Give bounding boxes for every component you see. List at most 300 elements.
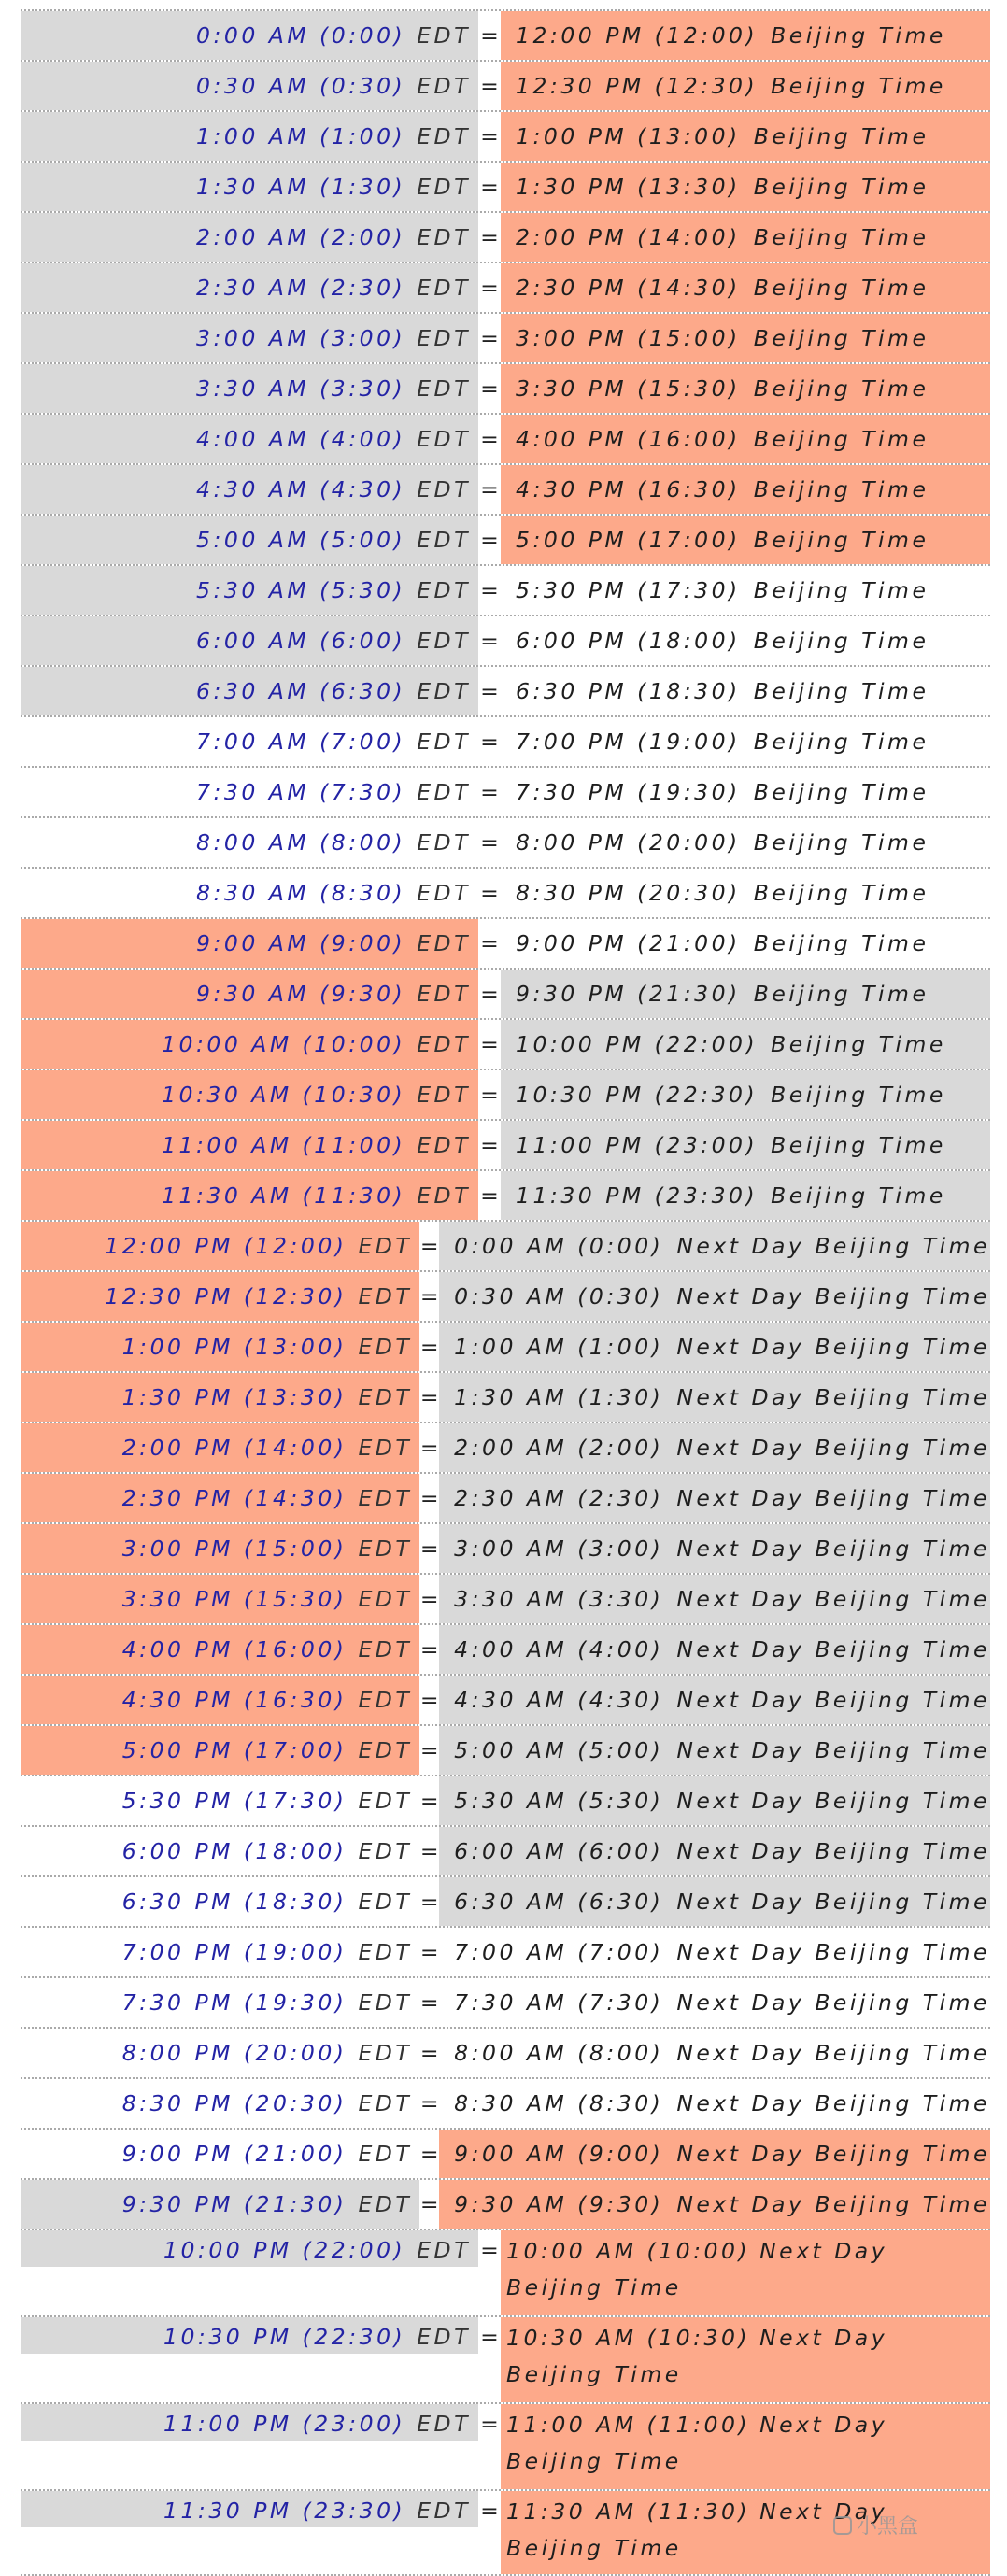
equals-sign: = (419, 1233, 439, 1259)
edt-label: EDT (417, 930, 471, 956)
next-day-beijing-label: Next Day Beijing Time (676, 1788, 990, 1814)
beijing-time: 6:00 AM (6:00) (454, 1838, 664, 1864)
et-time: 8:30 PM (20:30) (121, 2090, 347, 2116)
et-time: 9:30 PM (21:30) (121, 2191, 347, 2217)
beijing-time: 7:30 PM (19:30) (516, 779, 741, 805)
beijing-cell (501, 869, 990, 917)
edt-label: EDT (358, 1838, 413, 1864)
beijing-time: 6:30 AM (6:30) (454, 1889, 664, 1915)
edt-label: EDT (417, 325, 471, 351)
equals-sign: = (480, 1082, 499, 1108)
edt-label: EDT (417, 527, 471, 553)
equals-sign: = (480, 123, 499, 149)
beijing-label: Beijing Time (771, 1031, 946, 1057)
et-time: 0:30 AM (0:30) (196, 73, 406, 99)
beijing-label: Beijing Time (753, 375, 929, 402)
equals-sign: = (419, 1536, 439, 1562)
beijing-cell (501, 1171, 990, 1220)
equals-sign: = (480, 476, 499, 502)
beijing-cell (501, 566, 990, 615)
et-cell (21, 2130, 419, 2178)
beijing-cell (439, 1676, 990, 1724)
next-day-beijing-label: Next Day Beijing Time (506, 2325, 888, 2387)
equals-sign: = (419, 1989, 439, 2016)
beijing-time: 4:00 AM (4:00) (454, 1636, 664, 1663)
table-row (21, 1018, 990, 1069)
edt-label: EDT (417, 22, 471, 49)
beijing-time: 5:30 AM (5:30) (454, 1788, 664, 1814)
beijing-cell (501, 768, 990, 816)
beijing-time: 2:00 PM (14:00) (516, 224, 741, 250)
edt-label: EDT (417, 224, 471, 250)
et-time: 2:00 AM (2:00) (196, 224, 406, 250)
beijing-time: 9:30 PM (21:30) (516, 981, 741, 1007)
table-row (21, 514, 990, 564)
equals-sign: = (480, 628, 499, 654)
beijing-label: Beijing Time (771, 1132, 946, 1158)
et-cell (21, 112, 478, 161)
next-day-beijing-label: Next Day Beijing Time (506, 2412, 888, 2474)
next-day-beijing-label: Next Day Beijing Time (676, 1889, 990, 1915)
beijing-cell (439, 1776, 990, 1825)
beijing-cell (439, 1272, 990, 1321)
edt-label: EDT (417, 577, 471, 603)
beijing-time: 12:30 PM (12:30) (516, 73, 759, 99)
next-day-beijing-label: Next Day Beijing Time (676, 1283, 990, 1309)
table-row (21, 413, 990, 463)
et-cell (21, 1171, 478, 1220)
beijing-cell (501, 263, 990, 312)
table-row (21, 2315, 990, 2402)
beijing-label: Beijing Time (753, 577, 929, 603)
et-time: 0:00 AM (0:00) (196, 22, 406, 49)
beijing-label: Beijing Time (753, 930, 929, 956)
et-time: 6:00 AM (6:00) (196, 628, 406, 654)
equals-sign: = (419, 2090, 439, 2116)
beijing-cell (439, 1373, 990, 1422)
beijing-label: Beijing Time (753, 123, 929, 149)
edt-label: EDT (417, 1182, 471, 1209)
next-day-beijing-label: Next Day Beijing Time (676, 1435, 990, 1461)
equals-sign: = (480, 2324, 499, 2350)
beijing-label: Beijing Time (753, 224, 929, 250)
beijing-time: 8:30 AM (8:30) (454, 2090, 664, 2116)
et-time: 1:30 PM (13:30) (121, 1384, 347, 1410)
et-cell (21, 2317, 478, 2402)
beijing-cell (439, 1222, 990, 1270)
et-cell (21, 2491, 478, 2574)
table-row (21, 1522, 990, 1573)
et-time: 3:00 PM (15:00) (121, 1536, 347, 1562)
beijing-time: 5:30 PM (17:30) (516, 577, 741, 603)
beijing-time: 2:00 AM (2:00) (454, 1435, 664, 1461)
beijing-time: 7:00 PM (19:00) (516, 729, 741, 755)
et-cell (21, 1877, 419, 1926)
beijing-cell (439, 1726, 990, 1775)
et-cell (21, 970, 478, 1018)
equals-sign: = (480, 73, 499, 99)
equals-sign: = (480, 2498, 499, 2524)
edt-label: EDT (358, 2191, 413, 2217)
et-cell (21, 62, 478, 110)
table-row (21, 2077, 990, 2128)
beijing-time: 1:00 AM (1:00) (454, 1334, 664, 1360)
beijing-cell (501, 667, 990, 715)
table-row (21, 564, 990, 615)
table-row (21, 1270, 990, 1321)
beijing-cell (439, 1928, 990, 1976)
table-row (21, 1069, 990, 1119)
table-row (21, 2229, 990, 2315)
edt-label: EDT (417, 1132, 471, 1158)
beijing-cell (501, 415, 990, 463)
beijing-cell (501, 818, 990, 867)
beijing-cell (439, 1524, 990, 1573)
beijing-cell (501, 616, 990, 665)
beijing-time: 3:30 PM (15:30) (516, 375, 741, 402)
et-cell (21, 1272, 419, 1321)
et-cell (21, 1726, 419, 1775)
et-time: 8:30 AM (8:30) (196, 880, 406, 906)
et-time: 7:30 PM (19:30) (121, 1989, 347, 2016)
beijing-cell (501, 163, 990, 211)
et-cell (21, 2079, 419, 2128)
equals-sign: = (480, 426, 499, 452)
equals-sign: = (419, 1939, 439, 1965)
equals-sign: = (480, 729, 499, 755)
et-time: 3:30 AM (3:30) (196, 375, 406, 402)
equals-sign: = (480, 325, 499, 351)
et-cell (21, 1575, 419, 1623)
et-cell (21, 1978, 419, 2027)
beijing-time: 10:00 PM (22:00) (516, 1031, 759, 1057)
et-cell (21, 566, 478, 615)
et-cell (21, 869, 478, 917)
et-time: 1:30 AM (1:30) (196, 174, 406, 200)
et-cell (21, 1776, 419, 1825)
et-cell (21, 263, 478, 312)
et-cell (21, 364, 478, 413)
beijing-cell (439, 1877, 990, 1926)
et-time: 10:00 AM (10:00) (162, 1031, 406, 1057)
et-time: 12:00 PM (12:00) (105, 1233, 347, 1259)
equals-sign: = (419, 1889, 439, 1915)
et-cell (21, 314, 478, 362)
et-cell (21, 717, 478, 766)
edt-label: EDT (358, 1435, 413, 1461)
equals-sign: = (480, 981, 499, 1007)
et-time: 6:30 PM (18:30) (121, 1889, 347, 1915)
et-time: 3:00 AM (3:00) (196, 325, 406, 351)
beijing-cell (439, 2180, 990, 2229)
next-day-beijing-label: Next Day Beijing Time (676, 1334, 990, 1360)
beijing-label: Beijing Time (753, 779, 929, 805)
et-cell (21, 1827, 419, 1875)
equals-sign: = (480, 2237, 499, 2263)
equals-sign: = (480, 1132, 499, 1158)
edt-label: EDT (358, 1788, 413, 1814)
et-cell (21, 1474, 419, 1522)
next-day-beijing-label: Next Day Beijing Time (676, 2191, 990, 2217)
beijing-time: 10:00 AM (10:00) (506, 2238, 751, 2264)
edt-label: EDT (358, 2141, 413, 2167)
equals-sign: = (419, 2141, 439, 2167)
et-time: 1:00 AM (1:00) (196, 123, 406, 149)
beijing-cell (501, 919, 990, 968)
equals-sign: = (480, 930, 499, 956)
beijing-cell (439, 2130, 990, 2178)
et-cell (21, 2029, 419, 2077)
table-row (21, 1422, 990, 1472)
et-cell (21, 465, 478, 514)
table-row (21, 110, 990, 161)
et-cell (21, 1222, 419, 1270)
table-row (21, 917, 990, 968)
table-row (21, 1119, 990, 1169)
equals-sign: = (419, 1636, 439, 1663)
beijing-label: Beijing Time (771, 1182, 946, 1209)
et-cell (21, 1020, 478, 1069)
et-cell (21, 415, 478, 463)
edt-label: EDT (417, 628, 471, 654)
et-cell (21, 1070, 478, 1119)
beijing-cell (439, 1474, 990, 1522)
edt-label: EDT (417, 678, 471, 704)
edt-label: EDT (417, 426, 471, 452)
et-cell (21, 163, 478, 211)
et-time: 10:30 PM (22:30) (163, 2324, 406, 2350)
beijing-time: 0:00 AM (0:00) (454, 1233, 664, 1259)
beijing-cell (501, 62, 990, 110)
et-time: 8:00 PM (20:00) (121, 2040, 347, 2066)
equals-sign: = (480, 224, 499, 250)
et-time: 9:00 AM (9:00) (196, 930, 406, 956)
table-row (21, 312, 990, 362)
next-day-beijing-label: Next Day Beijing Time (676, 1687, 990, 1713)
beijing-label: Beijing Time (753, 678, 929, 704)
beijing-time: 10:30 PM (22:30) (516, 1082, 759, 1108)
et-time: 12:30 PM (12:30) (105, 1283, 347, 1309)
et-time: 4:30 PM (16:30) (121, 1687, 347, 1713)
beijing-label: Beijing Time (753, 426, 929, 452)
beijing-time: 5:00 PM (17:00) (516, 527, 741, 553)
edt-label: EDT (417, 729, 471, 755)
next-day-beijing-label: Next Day Beijing Time (676, 1384, 990, 1410)
equals-sign: = (419, 1687, 439, 1713)
table-row (21, 262, 990, 312)
beijing-time: 6:00 PM (18:00) (516, 628, 741, 654)
et-time: 7:00 PM (19:00) (121, 1939, 347, 1965)
table-row (21, 1623, 990, 1674)
equals-sign: = (480, 275, 499, 301)
et-time: 11:00 PM (23:00) (163, 2411, 406, 2437)
next-day-beijing-label: Next Day Beijing Time (676, 1233, 990, 1259)
et-cell (21, 2180, 419, 2229)
table-row (21, 1724, 990, 1775)
et-time: 9:30 AM (9:30) (196, 981, 406, 1007)
edt-label: EDT (358, 1536, 413, 1562)
beijing-time: 4:30 AM (4:30) (454, 1687, 664, 1713)
beijing-cell (501, 2404, 990, 2489)
et-time: 11:00 AM (11:00) (162, 1132, 406, 1158)
et-time: 2:30 PM (14:30) (121, 1485, 347, 1511)
table-row (21, 1321, 990, 1371)
next-day-beijing-label: Next Day Beijing Time (506, 2238, 888, 2300)
equals-sign: = (419, 1838, 439, 1864)
edt-label: EDT (358, 1586, 413, 1612)
beijing-time: 9:00 PM (21:00) (516, 930, 741, 956)
beijing-cell (501, 1070, 990, 1119)
equals-sign: = (480, 22, 499, 49)
edt-label: EDT (358, 1384, 413, 1410)
beijing-time: 8:00 PM (20:00) (516, 829, 741, 856)
et-cell (21, 213, 478, 262)
beijing-time: 11:30 AM (11:30) (506, 2498, 751, 2525)
table-row (21, 867, 990, 917)
equals-sign: = (480, 2411, 499, 2437)
beijing-time: 7:30 AM (7:30) (454, 1989, 664, 2016)
et-cell (21, 11, 478, 60)
beijing-cell (501, 213, 990, 262)
beijing-label: Beijing Time (771, 73, 946, 99)
beijing-time: 0:30 AM (0:30) (454, 1283, 664, 1309)
et-cell (21, 1373, 419, 1422)
table-row (21, 463, 990, 514)
beijing-label: Beijing Time (753, 628, 929, 654)
edt-label: EDT (417, 829, 471, 856)
beijing-time: 11:00 AM (11:00) (506, 2412, 751, 2438)
beijing-time: 8:30 PM (20:30) (516, 880, 741, 906)
et-time: 2:00 PM (14:00) (121, 1435, 347, 1461)
beijing-time: 6:30 PM (18:30) (516, 678, 741, 704)
edt-label: EDT (417, 275, 471, 301)
beijing-cell (501, 1121, 990, 1169)
beijing-cell (439, 1575, 990, 1623)
equals-sign: = (419, 1283, 439, 1309)
beijing-label: Beijing Time (753, 829, 929, 856)
beijing-time: 8:00 AM (8:00) (454, 2040, 664, 2066)
next-day-beijing-label: Next Day Beijing Time (676, 2090, 990, 2116)
beijing-label: Beijing Time (771, 22, 946, 49)
et-time: 6:00 PM (18:00) (121, 1838, 347, 1864)
equals-sign: = (419, 1586, 439, 1612)
equals-sign: = (419, 1737, 439, 1763)
table-row (21, 161, 990, 211)
beijing-cell (501, 112, 990, 161)
edt-label: EDT (417, 2498, 471, 2524)
table-row (21, 1220, 990, 1270)
edt-label: EDT (358, 1233, 413, 1259)
beijing-label: Beijing Time (753, 729, 929, 755)
table-row (21, 1976, 990, 2027)
next-day-beijing-label: Next Day Beijing Time (676, 2040, 990, 2066)
et-cell (21, 1524, 419, 1573)
table-row (21, 665, 990, 715)
beijing-label: Beijing Time (753, 275, 929, 301)
equals-sign: = (419, 1485, 439, 1511)
table-row (21, 2128, 990, 2178)
equals-sign: = (480, 829, 499, 856)
et-cell (21, 919, 478, 968)
et-cell (21, 1625, 419, 1674)
table-row (21, 715, 990, 766)
equals-sign: = (480, 779, 499, 805)
edt-label: EDT (358, 1283, 413, 1309)
et-cell (21, 516, 478, 564)
beijing-time: 2:30 AM (2:30) (454, 1485, 664, 1511)
beijing-time: 5:00 AM (5:00) (454, 1737, 664, 1763)
edt-label: EDT (358, 1485, 413, 1511)
edt-label: EDT (417, 2237, 471, 2263)
edt-label: EDT (417, 2411, 471, 2437)
next-day-beijing-label: Next Day Beijing Time (676, 1989, 990, 2016)
beijing-cell (439, 2079, 990, 2128)
table-row (21, 2178, 990, 2229)
table-row (21, 1169, 990, 1220)
table-row (21, 1674, 990, 1724)
beijing-label: Beijing Time (753, 476, 929, 502)
beijing-cell (501, 465, 990, 514)
et-time: 11:30 PM (23:30) (163, 2498, 406, 2524)
table-row (21, 211, 990, 262)
equals-sign: = (480, 1182, 499, 1209)
et-time: 1:00 PM (13:00) (121, 1334, 347, 1360)
beijing-cell (501, 2230, 990, 2315)
beijing-cell (501, 11, 990, 60)
next-day-beijing-label: Next Day Beijing Time (676, 1485, 990, 1511)
beijing-time: 4:30 PM (16:30) (516, 476, 741, 502)
table-row (21, 1472, 990, 1522)
next-day-beijing-label: Next Day Beijing Time (676, 1838, 990, 1864)
et-cell (21, 667, 478, 715)
beijing-time: 1:00 PM (13:00) (516, 123, 741, 149)
et-time: 5:30 PM (17:30) (121, 1788, 347, 1814)
beijing-time: 3:00 AM (3:00) (454, 1536, 664, 1562)
next-day-beijing-label: Next Day Beijing Time (676, 2141, 990, 2167)
et-time: 3:30 PM (15:30) (121, 1586, 347, 1612)
edt-label: EDT (358, 1889, 413, 1915)
beijing-label: Beijing Time (753, 174, 929, 200)
et-time: 2:30 AM (2:30) (196, 275, 406, 301)
et-time: 5:30 AM (5:30) (196, 577, 406, 603)
et-cell (21, 768, 478, 816)
beijing-label: Beijing Time (753, 981, 929, 1007)
watermark-text: 小黑盒 (857, 2515, 919, 2539)
equals-sign: = (419, 2040, 439, 2066)
et-time: 6:30 AM (6:30) (196, 678, 406, 704)
beijing-cell (501, 1020, 990, 1069)
beijing-cell (439, 1827, 990, 1875)
beijing-cell (501, 314, 990, 362)
table-row (21, 2027, 990, 2077)
et-cell (21, 1928, 419, 1976)
beijing-time: 12:00 PM (12:00) (516, 22, 759, 49)
beijing-cell (501, 364, 990, 413)
beijing-time: 11:00 PM (23:00) (516, 1132, 759, 1158)
table-row (21, 9, 990, 60)
edt-label: EDT (417, 476, 471, 502)
beijing-label: Beijing Time (753, 527, 929, 553)
et-time: 4:00 PM (16:00) (121, 1636, 347, 1663)
edt-label: EDT (358, 1334, 413, 1360)
table-row (21, 1825, 990, 1875)
edt-label: EDT (417, 880, 471, 906)
table-row (21, 362, 990, 413)
beijing-label: Beijing Time (771, 1082, 946, 1108)
equals-sign: = (419, 1334, 439, 1360)
table-row (21, 1926, 990, 1976)
et-time: 10:30 AM (10:30) (162, 1082, 406, 1108)
